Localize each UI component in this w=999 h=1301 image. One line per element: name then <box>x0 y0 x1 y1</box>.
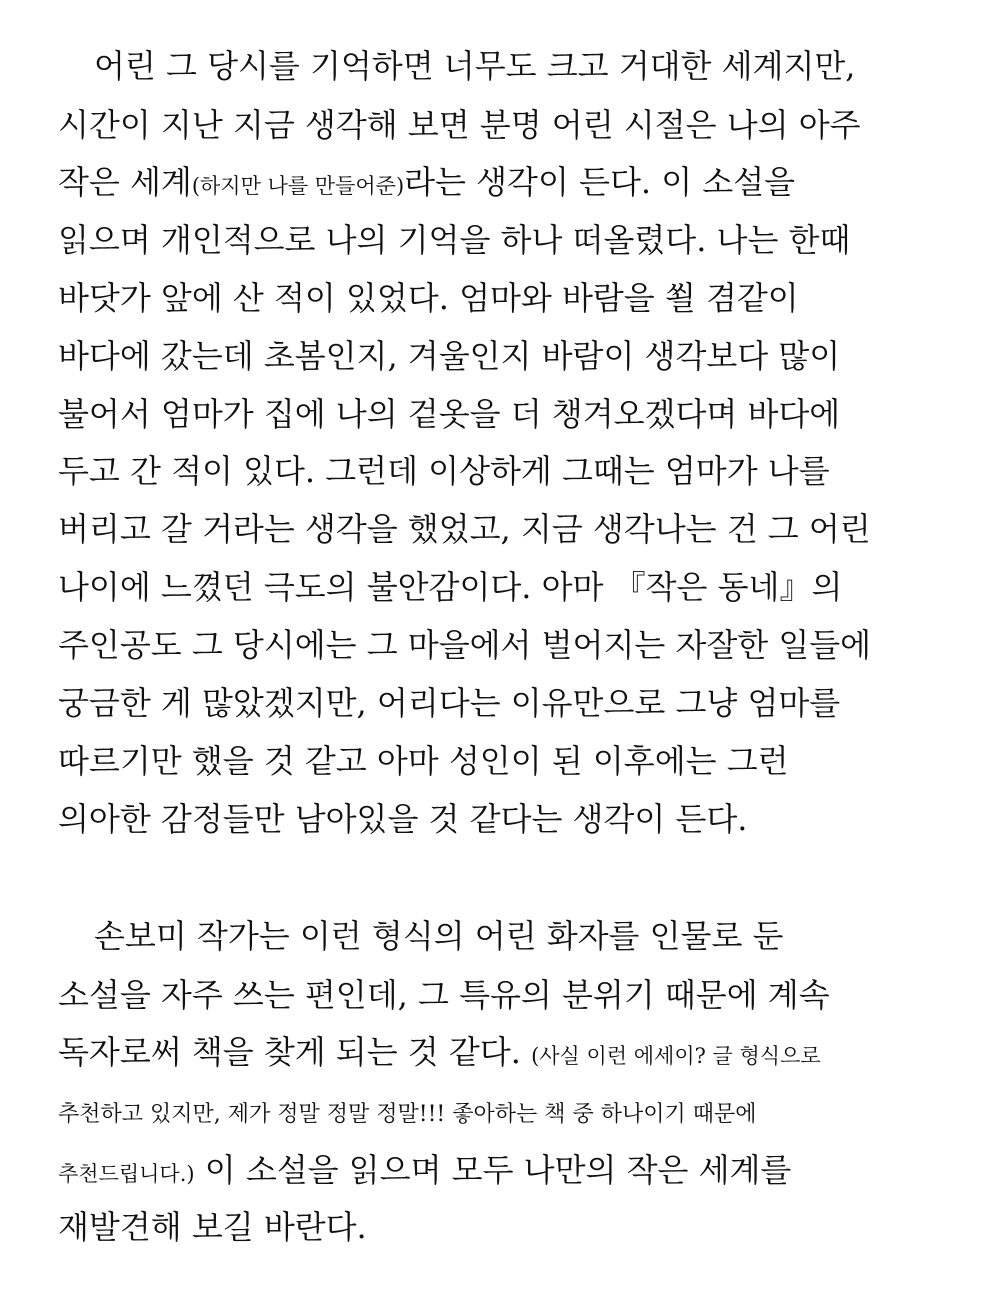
paragraph-1-line-9 <box>58 499 871 559</box>
text-segment: 버리고 갈 거라는 생각을 했었고, 지금 생각나는 건 그 어린 <box>58 510 871 548</box>
text-segment: 두고 간 적이 있다. 그런데 이상하게 그때는 엄마가 나를 <box>58 452 830 490</box>
text-segment: 소설을 자주 쓰는 편인데, 그 특유의 분위기 때문에 계속 <box>58 976 830 1014</box>
paragraph-1-line-5 <box>58 268 799 328</box>
text-segment: 이 소설을 읽으며 모두 나만의 작은 세계를 <box>194 1151 792 1189</box>
text-segment: 궁금한 게 많았겠지만, 어리다는 이유만으로 그냥 엄마를 <box>58 684 841 722</box>
text-segment: 읽으며 개인적으로 나의 기억을 하나 떠올렸다. 나는 한때 <box>58 221 851 259</box>
text-segment: 라는 생각이 든다. 이 소설을 <box>404 163 796 201</box>
paragraph-1-line-14 <box>58 789 747 849</box>
paragraph-2-line-5 <box>58 1140 791 1200</box>
text-segment: 재발견해 보길 바란다. <box>58 1208 367 1246</box>
paragraph-1-line-3 <box>58 152 795 212</box>
text-segment: 의아한 감정들만 남아있을 것 같다는 생각이 든다. <box>58 800 748 838</box>
text-segment: 바닷가 앞에 산 적이 있었다. 엄마와 바람을 쐴 겸같이 <box>58 279 799 317</box>
paragraph-2-line-3 <box>58 1022 821 1082</box>
paragraph-1-line-8 <box>58 441 830 501</box>
text-segment: 불어서 엄마가 집에 나의 겉옷을 더 챙겨오겠다며 바다에 <box>58 395 841 433</box>
paragraph-2-line-1 <box>94 906 783 966</box>
paragraph-1-line-12 <box>58 673 840 733</box>
paragraph-2-line-2 <box>58 965 830 1025</box>
text-segment: 작은 세계 <box>58 163 192 201</box>
text-segment: 따르기만 했을 것 같고 아마 성인이 된 이후에는 그런 <box>58 742 789 780</box>
text-segment: 시간이 지난 지금 생각해 보면 분명 어린 시절은 나의 아주 <box>58 106 861 144</box>
text-segment: 손보미 작가는 이런 형식의 어린 화자를 인물로 둔 <box>94 917 784 955</box>
paragraph-1-line-10 <box>58 557 842 617</box>
text-segment: 어린 그 당시를 기억하면 너무도 크고 거대한 세계지만, <box>94 47 856 85</box>
text-segment: 주인공도 그 당시에는 그 마을에서 벌어지는 자잘한 일들에 <box>58 626 872 664</box>
paragraph-2-line-6 <box>58 1197 367 1257</box>
parenthetical-note: (하지만 나를 만들어준) <box>191 174 405 198</box>
paragraph-1-line-6 <box>58 326 840 386</box>
paragraph-1-line-7 <box>58 384 840 444</box>
paragraph-1-line-1 <box>94 36 855 96</box>
paragraph-2-line-4 <box>58 1080 757 1140</box>
paragraph-1-line-13 <box>58 731 789 791</box>
parenthetical-note: 추천드립니다.) <box>58 1162 195 1186</box>
paragraph-1-line-2 <box>58 95 861 155</box>
text-segment: 바다에 갔는데 초봄인지, 겨울인지 바람이 생각보다 많이 <box>58 337 841 375</box>
paragraph-1-line-4 <box>58 210 850 270</box>
text-segment: 나이에 느꼈던 극도의 불안감이다. 아마 『작은 동네』의 <box>58 568 843 606</box>
parenthetical-note: (사실 이런 에세이? 글 형식으로 <box>531 1044 821 1068</box>
text-segment: 독자로써 책을 찾게 되는 것 같다. <box>58 1033 532 1071</box>
paragraph-1-line-11 <box>58 615 871 675</box>
parenthetical-note: 추천하고 있지만, 제가 정말 정말 정말!!! 좋아하는 책 중 하나이기 때문에 <box>58 1102 757 1127</box>
